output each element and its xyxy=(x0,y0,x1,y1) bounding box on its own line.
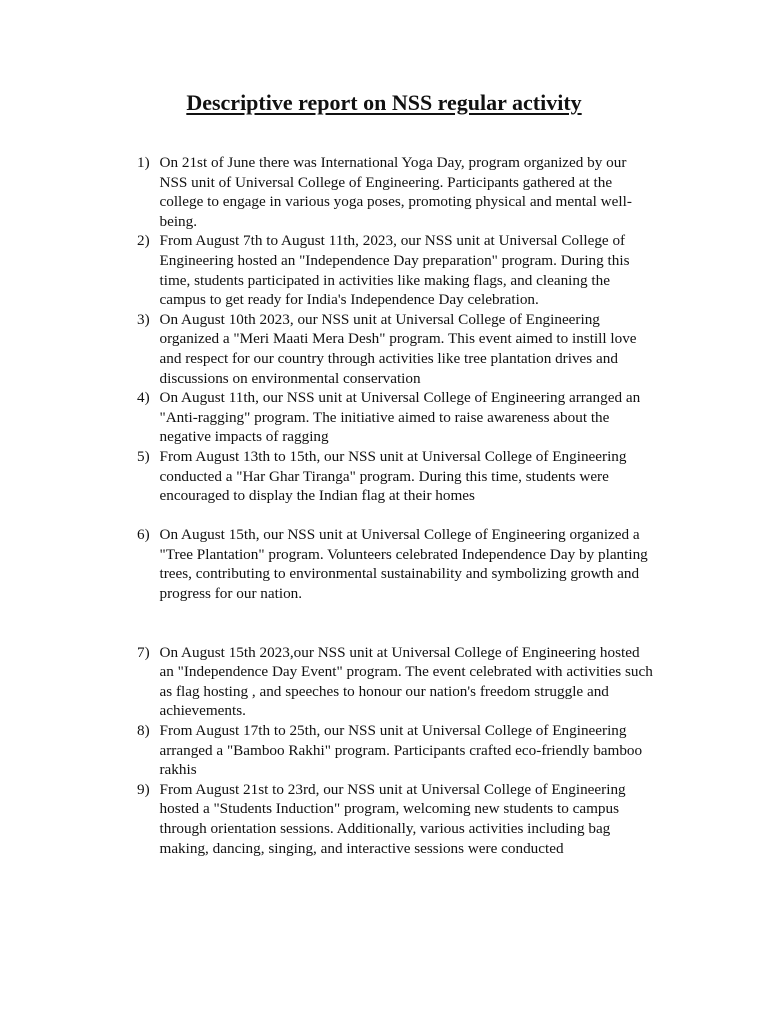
item-text: From August 13th to 15th, our NSS unit at Universal College of Engineering conducted a "Har Ghar Tiranga" program. During this time, students were encouraged to display the Indian flag at their homes xyxy=(159,447,627,505)
list-item-9 xyxy=(137,780,657,858)
item-number: 9) xyxy=(137,780,150,798)
item-number: 1) xyxy=(137,154,150,171)
item-text: From August 17th to 25th, our NSS unit at Universal College of Engineering arranged a "Bamboo Rakhi" program. Participants crafted eco-friendly bamboo rakhis xyxy=(159,721,643,779)
list-item-6 xyxy=(137,525,657,603)
document-title: Descriptive report on NSS regular activity xyxy=(186,90,582,115)
item-text: On August 15th 2023,our NSS unit at Universal College of Engineering hosted an "Independence Day Event" program. The event celebrated with activities such as flag hosting , and speeches to honour our nation's freedom struggle and achievements. xyxy=(159,643,653,720)
item-number: 8) xyxy=(137,721,150,739)
activity-list xyxy=(137,153,657,858)
item-text: From August 21st to 23rd, our NSS unit at Universal College of Engineering hosted a "Students Induction" program, welcoming new students to campus through orientation sessions. Additionally, various activities including bag making, dancing, singing, and interactive sessions were conducted xyxy=(159,780,626,857)
item-text: On August 15th, our NSS unit at Universal College of Engineering organized a "Tree Plantation" program. Volunteers celebrated Independence Day by planting trees, contributing to environmental sustainability and symbolizing growth and progress for our nation. xyxy=(159,526,648,602)
item-number: 3) xyxy=(137,310,150,328)
item-number: 5) xyxy=(137,447,150,465)
item-number: 6) xyxy=(137,526,150,544)
item-text: On August 10th 2023, our NSS unit at Universal College of Engineering organized a "Meri Maati Mera Desh" program. This event aimed to instill love and respect for our country through activities like tree plantation drives and discussions on environmental conservation xyxy=(159,310,637,387)
list-item-7 xyxy=(137,643,657,721)
item-number: 4) xyxy=(137,389,150,407)
item-number: 2) xyxy=(137,232,150,250)
item-number: 7) xyxy=(137,643,150,661)
item-text: From August 7th to August 11th, 2023, our NSS unit at Universal College of Engineering hosted an "Independence Day preparation" program. During this time, students participated in activities like making flags, and cleaning the campus to get ready for India's Independence Day celebration. xyxy=(159,232,630,309)
item-text: On 21st of June there was International Yoga Day, program organized by our NSS unit of Universal College of Engineering. Participants gathered at the college to engage in various yoga poses, promoting physical and mental well-being. xyxy=(159,154,632,230)
list-item-3 xyxy=(137,310,657,388)
list-item-2 xyxy=(137,231,657,309)
list-item-5 xyxy=(137,447,657,506)
list-item-4 xyxy=(137,388,657,447)
item-text: On August 11th, our NSS unit at Universal College of Engineering arranged an "Anti-ragging" program. The initiative aimed to raise awareness about the negative impacts of ragging xyxy=(159,389,641,446)
list-item-8 xyxy=(137,721,657,780)
list-item-1 xyxy=(137,153,657,231)
